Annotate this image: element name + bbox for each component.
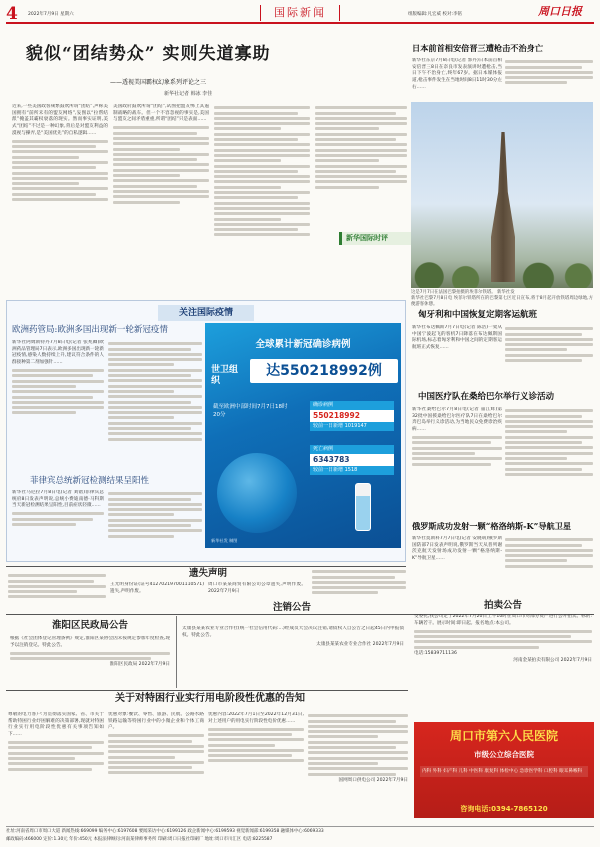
policy-column-1 bbox=[8, 712, 104, 822]
hungary-column-1 bbox=[412, 325, 502, 380]
cancellation-title: 注销公告 bbox=[272, 602, 311, 613]
philippines-paragraph: 新华社马尼拉7月8日电(记者 刘锴)菲律宾总统府8日发表声明说,总统小费迪南德·马科斯当天新冠检测结果呈阳性,目前症状轻微…… bbox=[12, 490, 104, 509]
right-abe-column-2 bbox=[505, 58, 593, 100]
infographic-title: 全球累计新冠确诊病例 bbox=[255, 339, 351, 350]
europe-column-1 bbox=[12, 340, 104, 472]
footer-line-2: 邮政编码:466000 定价:1.30元 年价:450元 本报法律顾问:河南某律师事务所 印刷:周口日报社印刷厂 地址:周口市川汇区 电话:8225587 bbox=[6, 837, 273, 842]
policy-column-2 bbox=[108, 712, 204, 822]
lead-column-1 bbox=[12, 104, 108, 292]
globe-icon bbox=[217, 453, 297, 533]
policy-paragraph-3: 优惠内容:2022年7月1日至2022年12月31日,对上述用户的用电实行阶段性电价优惠…… bbox=[208, 712, 304, 724]
russia-paragraph: 新华社莫斯科7月7日电(记者 安晓萌)俄罗斯国防部7日发表声明说,俄罗斯当天从普列谢茨克航天发射场成功发射一颗“格洛纳斯-K”导航卫星…… bbox=[412, 536, 502, 562]
newspaper-logo: 周口日报 bbox=[538, 5, 582, 18]
infographic-total: 达550218992例 bbox=[250, 359, 398, 383]
notice-left-column bbox=[8, 572, 106, 612]
photo-caption-line-1: 这是7月7日在法国巴黎拍摄的埃菲尔铁塔。 新华社发 bbox=[411, 290, 515, 295]
infographic-source: 新华社发 制图 bbox=[211, 538, 238, 544]
zanzibar-column-1 bbox=[412, 407, 502, 509]
civil-affairs-title: 淮阳区民政局公告 bbox=[51, 620, 128, 631]
deaths-label: 死亡病例 bbox=[310, 445, 394, 454]
photo-caption bbox=[411, 290, 593, 308]
hospital-phone: 咨询电话:0394-7865120 bbox=[460, 804, 548, 813]
policy-column-3 bbox=[208, 712, 304, 822]
hungary-column-2 bbox=[505, 325, 593, 380]
lead-column-4 bbox=[315, 104, 407, 228]
infographic-as-of: 截至欧洲中部时间7月7日18时20分 bbox=[213, 404, 288, 418]
infographic-org: 世卫组织 bbox=[211, 365, 239, 386]
right-headline-hungary: 匈牙利和中国恢复定期客运航班 bbox=[418, 310, 538, 320]
auction-phone: 电话:15839711136 bbox=[414, 650, 457, 656]
confirmed-panel bbox=[310, 401, 394, 431]
lead-column-2 bbox=[113, 104, 209, 292]
confirmed-value: 550218992 bbox=[313, 410, 360, 420]
lead-subhead: ——透视美国霸权幻象系列评论之三 bbox=[110, 79, 207, 86]
lead-headline: 貌似“团结势众” 实则失道寡助 bbox=[26, 44, 271, 64]
cancellation-notice bbox=[182, 626, 404, 684]
lost-notice-paragraph-1: 王光明身份证(证号412702197001110571)遗失,声明作废。 bbox=[110, 582, 204, 594]
auction-notice bbox=[414, 614, 592, 718]
lead-paragraph-2: 美国政府鼓吹所谓“团结”,试图把盟友绑上其遏制战略的战车。但一个不容忽视的事实是,美国与盟友之间矛盾重重,所谓“团结”只是表面…… bbox=[113, 104, 209, 123]
europe-column-2 bbox=[108, 340, 202, 472]
tree-line bbox=[411, 260, 593, 288]
page-number: 4 bbox=[6, 4, 18, 24]
civil-affairs-date: 淮阳区民政局 2022年7月9日 bbox=[109, 662, 170, 668]
philippines-column-2 bbox=[108, 490, 202, 558]
section-title: 国际新闻 bbox=[260, 5, 340, 21]
masthead bbox=[6, 4, 594, 24]
policy-paragraph-1: 尊敬的电力客户:为贯彻落实国家、省、市关于帮助特困行业纾困解难的决策部署,现就对特困行业实行用电阶段性优惠有关事项告知如下…… bbox=[8, 712, 104, 738]
right-abe-paragraph: 新华社东京7月8日电(记者 郭丹)日本前首相安倍晋三8日在奈良市发表演讲时遭枪击,当日下午不治身亡,终年67岁。据日本媒体报道,枪击事件发生在当地时间8日11时30分左右…… bbox=[412, 58, 502, 90]
hospital-departments: 内科 外科 妇产科 儿科 中医科 康复科 体检中心 急诊医学科 口腔科 眼耳鼻喉科 bbox=[420, 766, 588, 777]
zanzibar-paragraph: 新华社桑给巴尔7月8日电(记者 董江辉)第32批中国援桑给巴尔医疗队7日在桑给巴尔奔巴岛举行义诊活动,为当地民众免费诊治疾病…… bbox=[412, 407, 502, 433]
editor-credits: 组版编辑:凡宏威 校对:李铭 bbox=[408, 12, 462, 17]
russia-column-2 bbox=[505, 536, 593, 582]
civil-affairs-paragraph: 根据《社会团体登记管理条例》规定,淮阳区某协会因未按规定参加年度检查,现予以注销登记。特此公告。 bbox=[10, 636, 170, 648]
policy-column-4 bbox=[308, 712, 408, 822]
auction-title: 拍卖公告 bbox=[483, 600, 522, 611]
covid-infographic bbox=[205, 323, 401, 548]
russia-column-1 bbox=[412, 536, 502, 582]
lead-byline: 新华社记者 韩冰 李佳 bbox=[164, 91, 213, 97]
eiffel-tower-photo bbox=[411, 102, 593, 288]
hospital-slogan: 市级公立综合医院 bbox=[474, 750, 534, 759]
covid-headline-philippines: 菲律宾总统新冠检测结果呈阳性 bbox=[30, 476, 150, 486]
policy-headline: 关于对特困行业实行用电阶段性优惠的告知 bbox=[115, 693, 305, 704]
auction-paragraph: 受委托,我公司定于2022年7月20日上午10时在周口市对部分资产进行公开拍卖。标的:车辆若干。展示时间:即日起。报名地点:本公司。 bbox=[414, 614, 592, 626]
divider bbox=[176, 616, 177, 688]
europe-paragraph: 新华社阿姆斯特丹7月8日电(记者 张兆卿)欧洲药品管理局7日表示,欧洲多国出现新一轮新冠疫情,感染人数持续上升,建议符合条件的人群接种第二剂加强针…… bbox=[12, 340, 104, 366]
divider bbox=[6, 566, 406, 567]
confirmed-new: 较前一日新增 1019147 bbox=[310, 422, 394, 431]
philippines-column-1 bbox=[12, 490, 104, 558]
covid-headline-europe: 欧洲药管局:欧洲多国出现新一轮新冠疫情 bbox=[12, 325, 168, 335]
lead-column-3 bbox=[214, 104, 310, 292]
right-abe-column-1 bbox=[412, 58, 502, 100]
lead-paragraph-1: 近来,一些美国政客频繁鼓吹所谓“团结”,声称美国拥有“前所未有的盟友网络”,妄图以“拉帮结派”掩盖其霸权衰落的现实。然而事实证明,美式“团结”不过是一种幻象,背后是对盟友利益的漠视与操弄,是“美国优先”的自私逻辑…… bbox=[12, 104, 108, 136]
lost-notice-title: 遗失声明 bbox=[188, 568, 227, 579]
policy-signature: 国网周口供电公司 2022年7月9日 bbox=[338, 777, 408, 783]
page-footer bbox=[6, 826, 594, 844]
issue-date: 2022年7月9日 星期六 bbox=[28, 12, 74, 17]
footer-line-1: 社址:河南省周口市周口大道 新闻热线:669099 编务中心:6197608 要闻采访中心:6199126 政企新闻中心:6199593 视觉新闻部:6199358 融媒体中心:6069333 bbox=[6, 829, 324, 834]
confirmed-label: 确诊病例 bbox=[310, 401, 394, 410]
covid-section-title: 关注国际疫情 bbox=[158, 305, 254, 321]
cancellation-date: 太康县某某农业专业合作社 2022年7月9日 bbox=[316, 642, 404, 648]
hungary-paragraph: 新华社布达佩斯7月7日电(记者 陈浩)一架从中国宁波起飞的客机7日降落在布达佩斯国际机场,标志着匈牙利和中国之间的定期客运航班正式恢复…… bbox=[412, 325, 502, 351]
auction-org: 河南金某拍卖有限公司 2022年7月9日 bbox=[513, 657, 592, 663]
right-headline-zanzibar: 中国医疗队在桑给巴尔举行义诊活动 bbox=[418, 392, 555, 402]
zanzibar-column-2 bbox=[505, 407, 593, 509]
vaccine-vial-icon bbox=[355, 483, 371, 531]
lost-notice-paragraph-2: 周口市某某商贸有限公司公章遗失,声明作废。 2022年7月9日 bbox=[208, 582, 306, 594]
divider bbox=[6, 690, 408, 691]
deaths-value: 6343783 bbox=[313, 454, 350, 464]
cancellation-paragraph: 太康县某某农业专业合作社(统一社会信用代码:...)经成员大会决议注销,请债权人自公告之日起45日内申报债权。特此公告。 bbox=[182, 626, 404, 638]
right-headline-russia: 俄罗斯成功发射一颗“格洛纳斯-K”导航卫星 bbox=[412, 521, 572, 531]
civil-affairs-notice bbox=[10, 636, 170, 686]
policy-paragraph-2: 优惠对象:餐饮、零售、旅游、民航、公路水路铁路运输等特困行业中的小微企业和个体工商户。 bbox=[108, 712, 204, 731]
deaths-panel bbox=[310, 445, 394, 475]
commentary-tag: 新华国际时评 bbox=[339, 232, 411, 245]
hospital-name: 周口市第六人民医院 bbox=[449, 729, 558, 743]
deaths-new: 较前一日新增 1518 bbox=[310, 466, 394, 475]
hospital-advertisement bbox=[414, 722, 594, 818]
right-headline-abe: 日本前首相安倍晋三遭枪击不治身亡 bbox=[412, 43, 544, 53]
photo-caption-line-2: 新华社巴黎7月8日电 埃菲尔铁塔所在的巴黎第七区近日宣布,将于8月起开放铁塔周边绿地,方便游客休憩。 bbox=[411, 295, 593, 307]
